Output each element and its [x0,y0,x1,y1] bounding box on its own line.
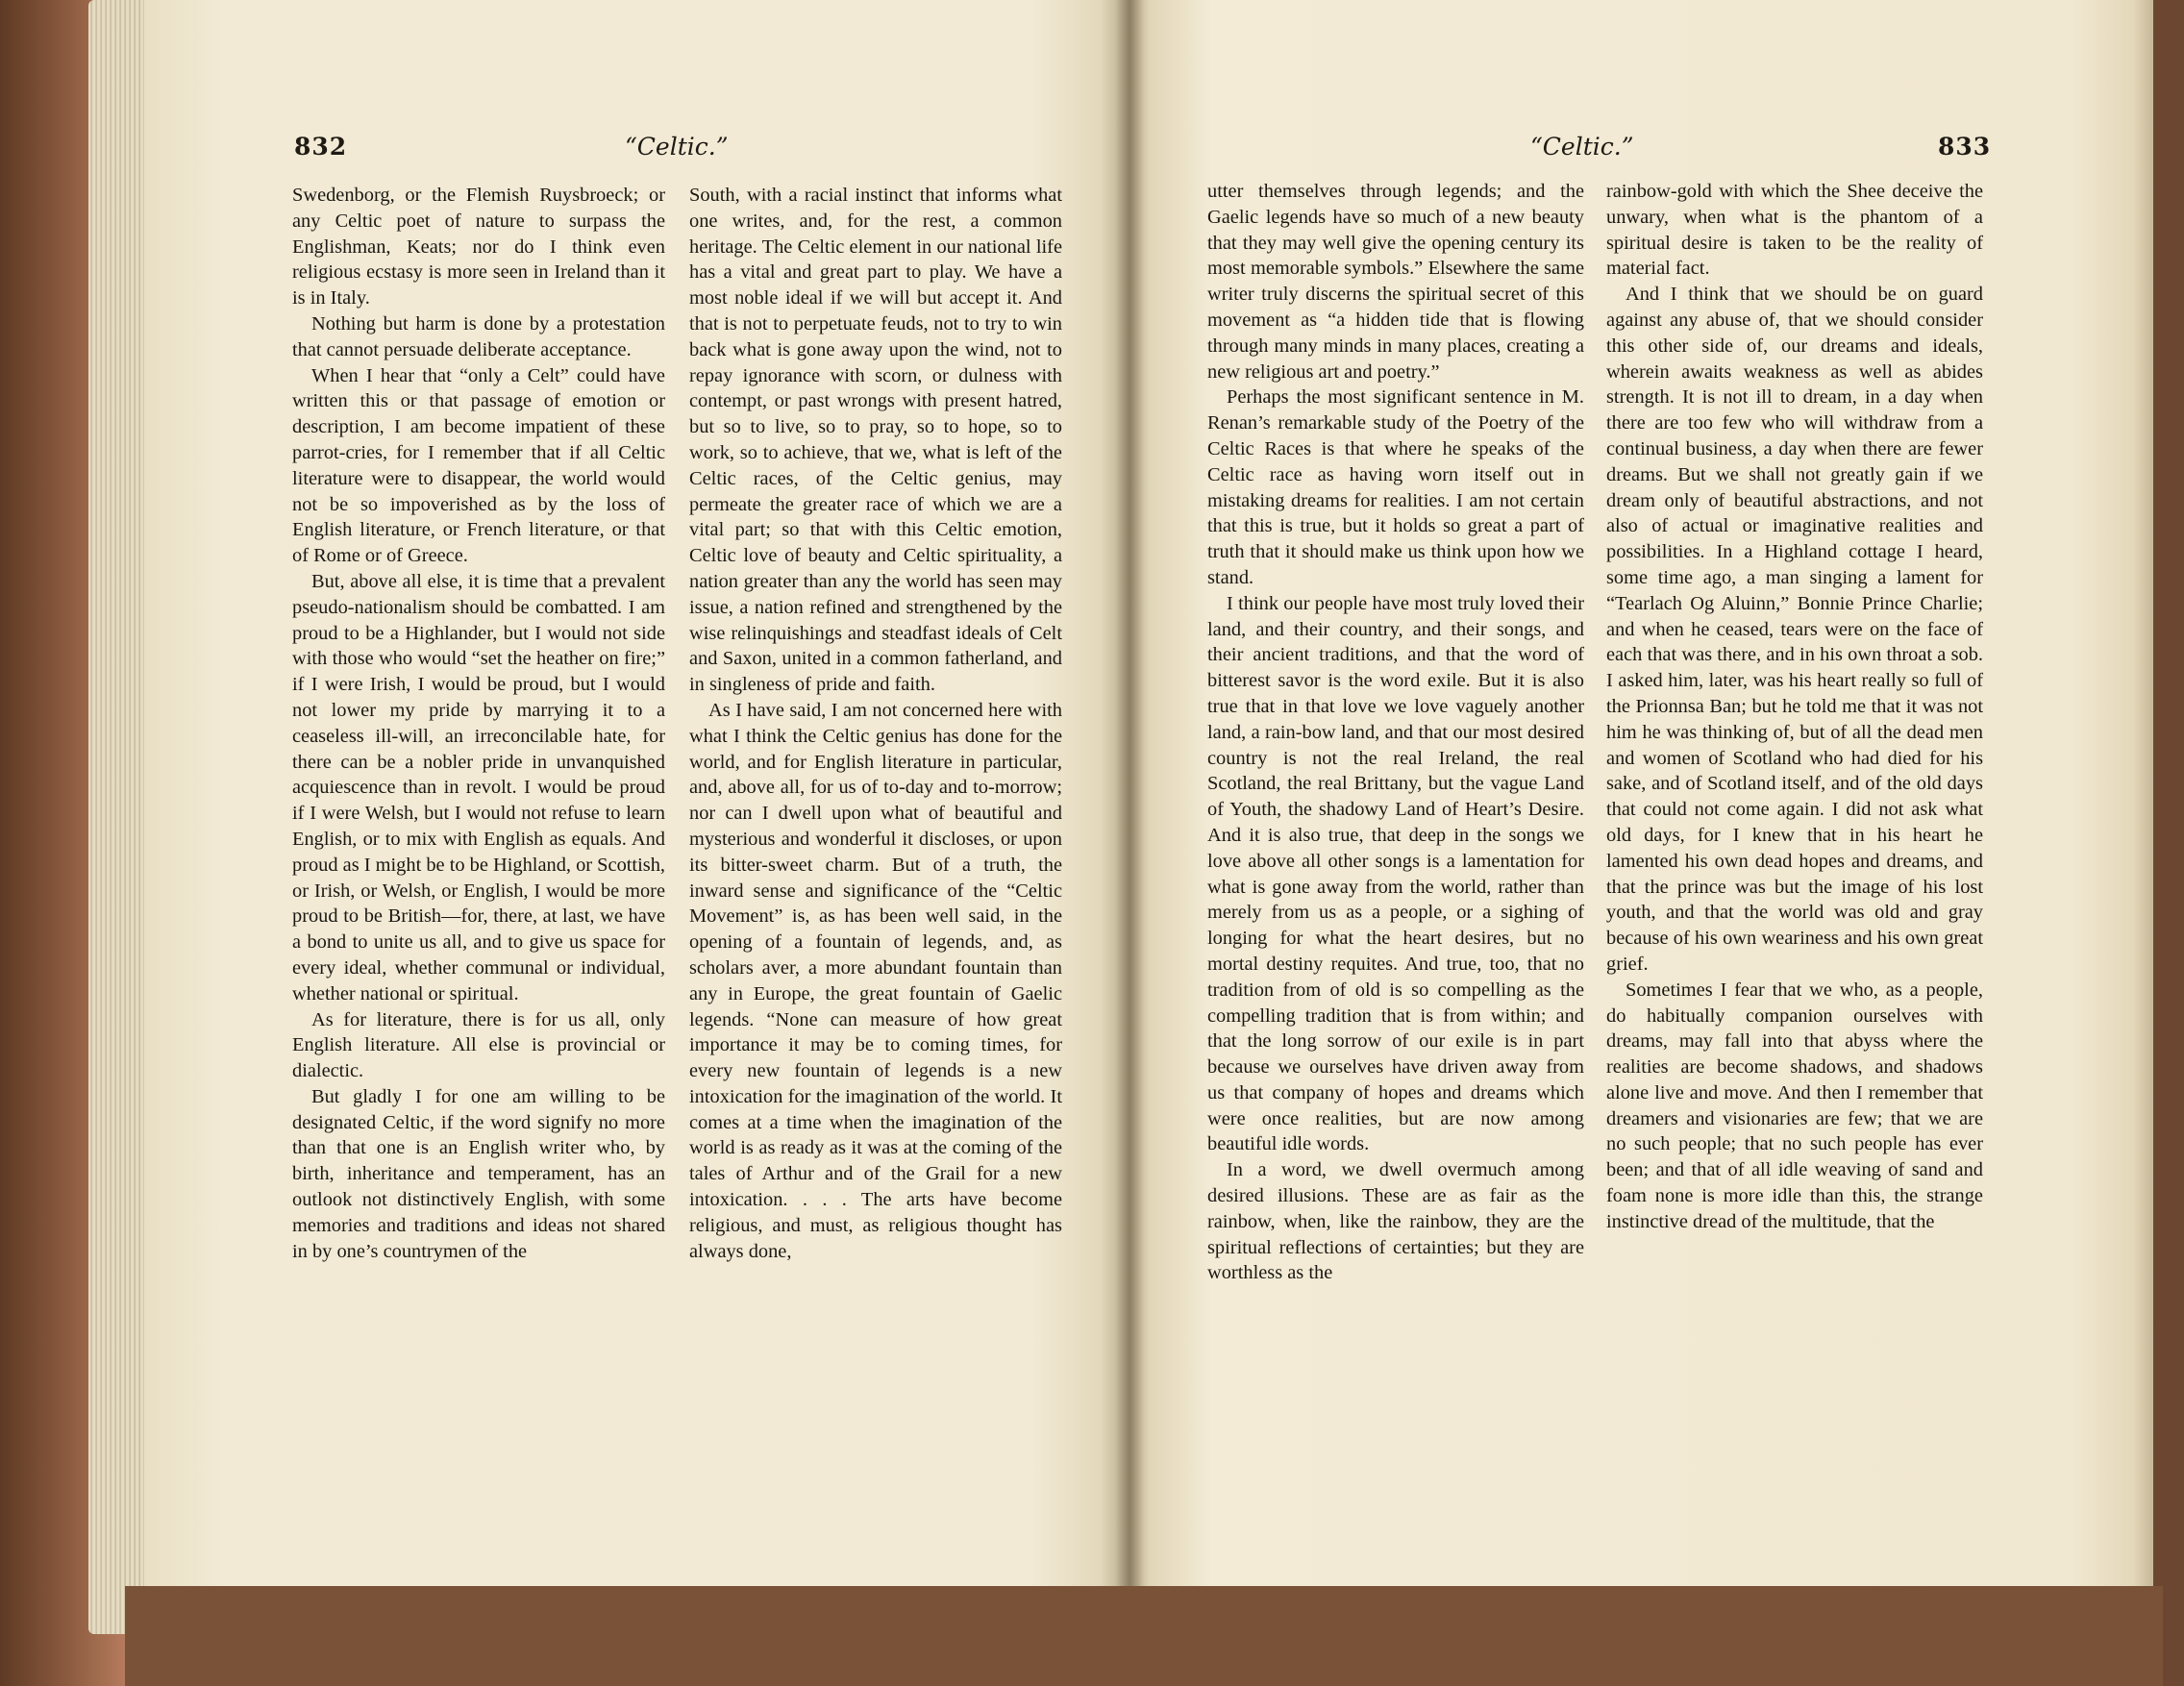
left-running-title-container [625,133,728,165]
left-page-number: 832 [294,133,348,161]
right-page-number: 833 [1938,133,1992,161]
paragraph: As for literature, there is for us all, only English literature. All else is provincial or dialectic. [292,1008,665,1082]
paragraph: Nothing but harm is done by a protestation that cannot persuade deliberate acceptance. [292,312,665,360]
book-gutter [1115,0,1144,1634]
paragraph: I think our people have most truly loved their land, and their country, and their songs, and their ancient traditions, and that the word of bitterest savor is the word exile. But it is also true that in that love we love vaguely another land, a rain-bow land, and that our most desired country is not the real Ireland, the real Scotland, the real Brittany, but the vague Land of Youth, the shadowy Land of Heart’s Desire. And it is also true, that deep in the songs we love above all other songs is a lamentation for what is gone away from the world, rather than merely from us as a people, or a sighing of longing for what the heart desires, but no mortal destiny requites. And true, too, that no tradition from of old is so compelling as the compelling tradition that is from within; and that the long sorrow of our exile is in part because we ourselves have driven away from us that company of hopes and dreams which were once realities, but are now among beautiful idle words. [1207,592,1584,1155]
right-page-column-1 [1207,179,1584,1286]
paragraph: As I have said, I am not concerned here with what I think the Celtic genius has done for the world, and for English literature in particular, and, above all, for us of to-day and to-morrow; nor can I dwell upon what of beautiful and mysterious and wonderful it discloses, or upon its bitter-sweet charm. But of a truth, the inward sense and significance of the “Celtic Movement” is, as has been well said, in the opening of a fountain of legends, and, as scholars aver, a more abundant fountain than any in Europe, the great fountain of Gaelic legends. “None can measure of how great importance it may be to coming times, for every new fountain of legends is a new intoxication for the imagination of the world. It comes at a time when the imagination of the world is as ready as it was at the coming of the tales of Arthur and of the Grail for a new intoxication. . . . The arts have become religious, and must, as religious thought has always done, [689,699,1062,1262]
right-running-title: “Celtic.” [1530,133,1634,161]
left-page-number-container [294,133,347,165]
left-running-title: “Celtic.” [625,133,729,161]
right-running-title-container [1530,133,1633,165]
paragraph: When I hear that “only a Celt” could have written this or that passage of emotion or description, I am become impatient of these parrot-cries, for I remember that if all Celtic literature were to disappear, the world would not be so impoverished as by the loss of English literature, or French literature, or that of Rome or of Greece. [292,364,665,567]
right-page-number-container [1938,133,1991,165]
paragraph: utter themselves through legends; and the Gaelic legends have so much of a new beauty that they may well give the opening century its most memorable symbols.” Elsewhere the same writer truly discerns the spiritual secret of this movement as “a hidden tide that is flowing through many minds in many places, creating a new religious art and poetry.” [1207,181,1584,383]
paragraph: And I think that we should be on guard against any abuse of, that we should consider this other side of, our dreams and ideals, wherein awaits weakness as well as abides strength. It is not ill to dream, in a day when there are too few who will withdraw from a continual business, a day when there are fewer dreams. But we shall not greatly gain if we dream only of beautiful abstractions, and not also of actual or imaginative realities and possibilities. In a Highland cottage I heard, some time ago, a man singing a lament for “Tearlach Og Aluinn,” Bonnie Prince Charlie; and when he ceased, tears were on the face of each that was there, and in his own throat a sob. I asked him, later, was his heart really so full of the Prionnsa Ban; but he told me that it was not him he was thinking of, but of all the dead men and women of Scotland who had died for his sake, and of Scotland itself, and of the old days that could not come again. I did not ask what old days, for I knew that in his heart he lamented his own dead hopes and dreams, and that the prince was but the image of his lost youth, and that the world was old and gray because of his own weariness and his own great grief. [1606,284,1983,975]
paragraph: rainbow-gold with which the Shee deceive the unwary, when what is the phantom of a spiritual desire is taken to be the reality of material fact. [1606,181,1983,280]
left-page-column-2 [689,183,1062,1264]
paragraph: In a word, we dwell overmuch among desired illusions. These are as fair as the rainbow, when, like the rainbow, they are the spiritual reflections of certainties; but they are worthless as the [1207,1159,1584,1284]
right-page-column-2 [1606,179,1983,1235]
table-surface [125,1586,2163,1686]
paragraph: But gladly I for one am willing to be designated Celtic, if the word signify no more than that one is an English writer who, by birth, inheritance and temperament, has an outlook not distinctively English, with some memories and traditions and ideas not shared in by one’s countrymen of the [292,1085,665,1262]
paragraph: But, above all else, it is time that a prevalent pseudo-nationalism should be combatted. I am proud to be a Highlander, but I would not side with those who would “set the heather on fire;” if I were Irish, I would be proud, but I would not lower my pride by marrying it to a ceaseless ill-will, an irreconcilable hate, for there can be a nobler pride in unvanquished acquiescence than in revolt. I would be proud if I were Welsh, but I would not refuse to learn English, or to mix with English as equals. And proud as I might be to be Highland, or Scottish, or Irish, or Welsh, or English, I would be more proud to be British—for, there, at last, we have a bond to unite us all, and to give us space for every ideal, whether communal or individual, whether national or spiritual. [292,570,665,1004]
paragraph: South, with a racial instinct that informs what one writes, and, for the rest, a common heritage. The Celtic element in our national life has a vital and great part to play. We have a most noble ideal if we will but accept it. And that is not to perpetuate feuds, not to try to win back what is gone away upon the wind, not to repay ignorance with scorn, or dulness with contempt, or past wrongs with present hatred, but so to live, so to pray, so to hope, so to work, so to achieve, that we, what is left of the Celtic races, of the Celtic genius, may permeate the greater race of which we are a vital part; so that with this Celtic emotion, Celtic love of beauty and Celtic spirituality, a nation greater than any the world has seen may issue, a nation refined and strengthened by the wise relinquishings and steadfast ideals of Celt and Saxon, united in a common fatherland, and in singleness of pride and faith. [689,185,1062,696]
paragraph: Perhaps the most significant sentence in M. Renan’s remarkable study of the Poetry of the Celtic Races is that where he speaks of the Celtic race as having worn itself out in mistaking dreams for realities. I am not certain that this is true, but it holds so great a part of truth that it should make us think upon how we stand. [1207,386,1584,588]
left-page-column-1 [292,183,665,1264]
paragraph: Sometimes I fear that we who, as a people, do habitually companion ourselves with dreams, may fall into that abyss where the realities are become shadows, and shadows alone live and move. And then I remember that dreamers and visionaries are few; that we are no such people; that no such people has ever been; and that of all idle weaving of sand and foam none is more idle than this, the strange instinctive dread of the multitude, that the [1606,979,1983,1232]
paragraph: Swedenborg, or the Flemish Ruysbroeck; or any Celtic poet of nature to surpass the Englishman, Keats; nor do I think even religious ecstasy is more seen in Ireland than it is in Italy. [292,185,665,310]
